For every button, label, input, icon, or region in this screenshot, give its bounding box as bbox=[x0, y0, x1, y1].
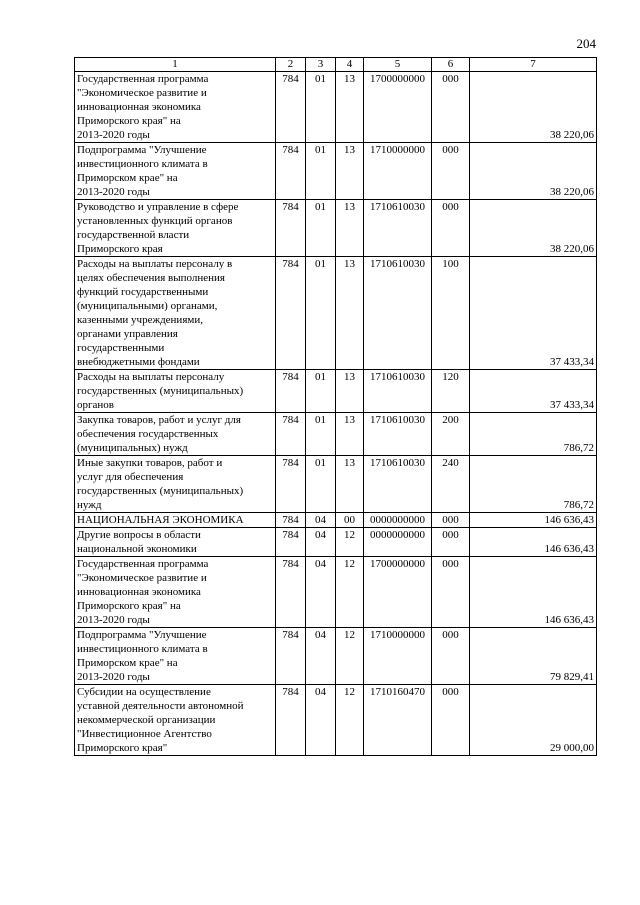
row-pr-cell: 12 bbox=[336, 628, 364, 685]
row-sum-cell: 37 433,34 bbox=[470, 257, 597, 370]
row-name-cell: Государственная программа "Экономическое развитие и инновационная экономика Приморского края" на 2013-2020 годы bbox=[75, 72, 276, 143]
row-csr-cell: 0000000000 bbox=[364, 528, 432, 557]
table-body bbox=[75, 72, 597, 756]
row-rz-cell: 01 bbox=[306, 72, 336, 143]
row-csr-cell: 1710610030 bbox=[364, 370, 432, 413]
row-csr-cell: 1700000000 bbox=[364, 72, 432, 143]
table-row bbox=[75, 456, 597, 513]
row-rz-cell: 04 bbox=[306, 513, 336, 528]
table-row bbox=[75, 528, 597, 557]
row-gr-cell: 784 bbox=[276, 72, 306, 143]
row-vr-cell: 240 bbox=[432, 456, 470, 513]
row-rz-cell: 04 bbox=[306, 528, 336, 557]
table-row bbox=[75, 200, 597, 257]
row-sum-cell: 146 636,43 bbox=[470, 528, 597, 557]
row-vr-cell: 000 bbox=[432, 513, 470, 528]
table-row bbox=[75, 513, 597, 528]
row-csr-cell: 1710610030 bbox=[364, 257, 432, 370]
row-name-cell: Подпрограмма "Улучшение инвестиционного климата в Приморском крае" на 2013-2020 годы bbox=[75, 143, 276, 200]
row-rz-cell: 01 bbox=[306, 456, 336, 513]
row-gr-cell: 784 bbox=[276, 513, 306, 528]
budget-table bbox=[74, 57, 597, 756]
row-pr-cell: 13 bbox=[336, 257, 364, 370]
row-vr-cell: 100 bbox=[432, 257, 470, 370]
row-name-cell: Иные закупки товаров, работ и услуг для обеспечения государственных (муниципальных) нужд bbox=[75, 456, 276, 513]
table-row bbox=[75, 685, 597, 756]
row-csr-cell: 1710160470 bbox=[364, 685, 432, 756]
row-name-cell: НАЦИОНАЛЬНАЯ ЭКОНОМИКА bbox=[75, 513, 276, 528]
row-pr-cell: 13 bbox=[336, 456, 364, 513]
row-name-cell: Расходы на выплаты персоналу государственных (муниципальных) органов bbox=[75, 370, 276, 413]
column-header: 5 bbox=[364, 58, 432, 72]
row-sum-cell: 146 636,43 bbox=[470, 513, 597, 528]
row-gr-cell: 784 bbox=[276, 456, 306, 513]
row-pr-cell: 13 bbox=[336, 72, 364, 143]
row-rz-cell: 01 bbox=[306, 370, 336, 413]
row-vr-cell: 000 bbox=[432, 72, 470, 143]
row-gr-cell: 784 bbox=[276, 557, 306, 628]
row-vr-cell: 000 bbox=[432, 200, 470, 257]
table-row bbox=[75, 257, 597, 370]
row-name-cell: Руководство и управление в сфере установленных функций органов государственной власти Приморского края bbox=[75, 200, 276, 257]
row-gr-cell: 784 bbox=[276, 528, 306, 557]
column-header: 4 bbox=[336, 58, 364, 72]
row-csr-cell: 0000000000 bbox=[364, 513, 432, 528]
table-row bbox=[75, 413, 597, 456]
row-pr-cell: 13 bbox=[336, 370, 364, 413]
row-csr-cell: 1710000000 bbox=[364, 143, 432, 200]
row-rz-cell: 01 bbox=[306, 200, 336, 257]
row-sum-cell: 38 220,06 bbox=[470, 143, 597, 200]
page-number: 204 bbox=[576, 36, 596, 51]
row-pr-cell: 12 bbox=[336, 528, 364, 557]
row-csr-cell: 1710000000 bbox=[364, 628, 432, 685]
row-sum-cell: 786,72 bbox=[470, 413, 597, 456]
row-pr-cell: 12 bbox=[336, 685, 364, 756]
row-gr-cell: 784 bbox=[276, 143, 306, 200]
row-gr-cell: 784 bbox=[276, 257, 306, 370]
table-row bbox=[75, 370, 597, 413]
row-vr-cell: 120 bbox=[432, 370, 470, 413]
row-sum-cell: 38 220,06 bbox=[470, 72, 597, 143]
row-name-cell: Закупка товаров, работ и услуг для обеспечения государственных (муниципальных) нужд bbox=[75, 413, 276, 456]
table-row bbox=[75, 143, 597, 200]
row-vr-cell: 200 bbox=[432, 413, 470, 456]
row-name-cell: Другие вопросы в области национальной экономики bbox=[75, 528, 276, 557]
row-sum-cell: 146 636,43 bbox=[470, 557, 597, 628]
column-header: 7 bbox=[470, 58, 597, 72]
row-name-cell: Субсидии на осуществление уставной деятельности автономной некоммерческой организации "Инвестиционное Агентство Приморского края" bbox=[75, 685, 276, 756]
column-header: 1 bbox=[75, 58, 276, 72]
row-gr-cell: 784 bbox=[276, 628, 306, 685]
table-row bbox=[75, 557, 597, 628]
row-vr-cell: 000 bbox=[432, 557, 470, 628]
row-sum-cell: 786,72 bbox=[470, 456, 597, 513]
row-sum-cell: 79 829,41 bbox=[470, 628, 597, 685]
table-row bbox=[75, 72, 597, 143]
row-gr-cell: 784 bbox=[276, 370, 306, 413]
row-vr-cell: 000 bbox=[432, 528, 470, 557]
row-sum-cell: 37 433,34 bbox=[470, 370, 597, 413]
row-pr-cell: 13 bbox=[336, 200, 364, 257]
row-csr-cell: 1710610030 bbox=[364, 456, 432, 513]
row-name-cell: Подпрограмма "Улучшение инвестиционного климата в Приморском крае" на 2013-2020 годы bbox=[75, 628, 276, 685]
table-row bbox=[75, 628, 597, 685]
row-name-cell: Расходы на выплаты персоналу в целях обеспечения выполнения функций государственными (муниципальными) органами, казенными учреждениями, органами управления государственными внебюджетными фондами bbox=[75, 257, 276, 370]
row-rz-cell: 01 bbox=[306, 413, 336, 456]
column-header: 6 bbox=[432, 58, 470, 72]
row-gr-cell: 784 bbox=[276, 413, 306, 456]
column-header: 3 bbox=[306, 58, 336, 72]
row-pr-cell: 13 bbox=[336, 143, 364, 200]
row-gr-cell: 784 bbox=[276, 685, 306, 756]
row-rz-cell: 01 bbox=[306, 143, 336, 200]
row-sum-cell: 29 000,00 bbox=[470, 685, 597, 756]
row-vr-cell: 000 bbox=[432, 143, 470, 200]
row-rz-cell: 04 bbox=[306, 628, 336, 685]
row-vr-cell: 000 bbox=[432, 628, 470, 685]
row-gr-cell: 784 bbox=[276, 200, 306, 257]
header-row bbox=[75, 58, 597, 72]
row-csr-cell: 1710610030 bbox=[364, 413, 432, 456]
column-header: 2 bbox=[276, 58, 306, 72]
row-pr-cell: 12 bbox=[336, 557, 364, 628]
row-rz-cell: 04 bbox=[306, 685, 336, 756]
row-csr-cell: 1700000000 bbox=[364, 557, 432, 628]
row-sum-cell: 38 220,06 bbox=[470, 200, 597, 257]
row-pr-cell: 00 bbox=[336, 513, 364, 528]
row-pr-cell: 13 bbox=[336, 413, 364, 456]
row-vr-cell: 000 bbox=[432, 685, 470, 756]
row-rz-cell: 04 bbox=[306, 557, 336, 628]
row-name-cell: Государственная программа "Экономическое развитие и инновационная экономика Приморского края" на 2013-2020 годы bbox=[75, 557, 276, 628]
row-rz-cell: 01 bbox=[306, 257, 336, 370]
row-csr-cell: 1710610030 bbox=[364, 200, 432, 257]
